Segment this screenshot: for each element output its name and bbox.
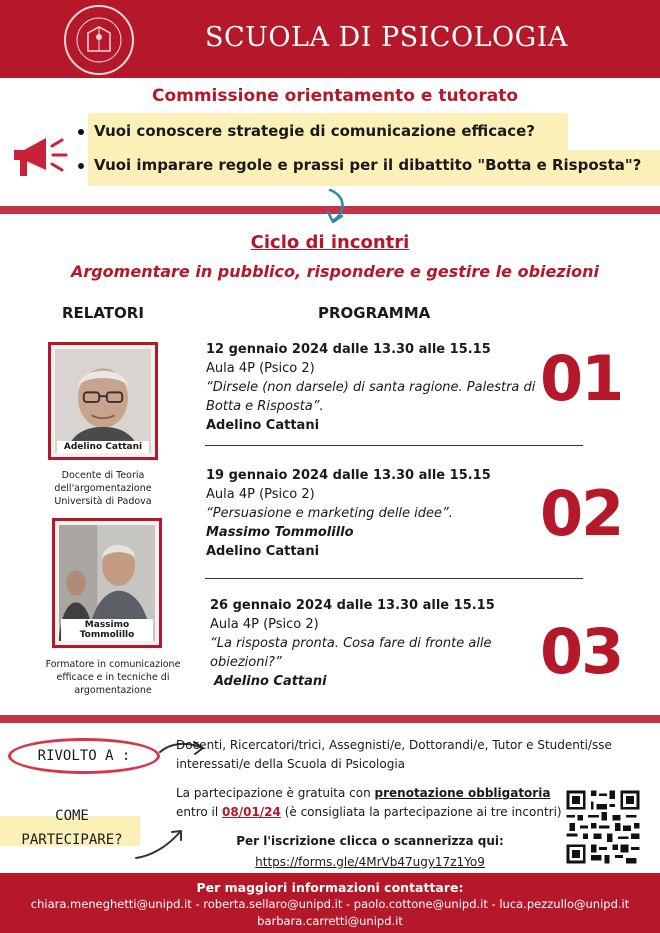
program-heading: PROGRAMMA	[318, 304, 431, 322]
university-seal-icon	[64, 5, 134, 75]
signup-prompt: Per l'iscrizione clicca o scannerizza qui:	[236, 834, 504, 848]
qr-code-icon[interactable]	[564, 788, 642, 866]
event-item	[206, 466, 546, 561]
event-room: Aula 4P (Psico 2)	[206, 361, 315, 376]
audience-label: RIVOLTO A :	[8, 738, 160, 774]
participation-label: COME PARTECIPARE?	[21, 808, 123, 848]
contact-emails-line[interactable]: chiara.meneghetti@unipd.it - roberta.sellaro@unipd.it - paolo.cottone@unipd.it - luca.pezzullo@unipd.it	[30, 897, 630, 911]
speakers-heading: RELATORI	[62, 304, 144, 322]
divider-line	[205, 445, 583, 446]
event-speaker: Adelino Cattani	[206, 418, 320, 433]
participation-text-part: entro il	[176, 805, 223, 819]
event-date: 19 gennaio 2024 dalle 13.30 alle 15.15	[206, 468, 491, 483]
signup-link[interactable]: https://forms.gle/4MrVb47ugy17z1Yo9	[255, 855, 485, 869]
event-room: Aula 4P (Psico 2)	[210, 617, 319, 632]
footer-bar	[0, 873, 660, 933]
event-number: 01	[540, 342, 623, 415]
event-room: Aula 4P (Psico 2)	[206, 487, 315, 502]
participation-text-part: (è consigliata la partecipazione ai tre incontri)	[280, 805, 562, 819]
speaker-name: Adelino Cattani	[57, 441, 149, 453]
event-title: “Dirsele (non darsele) di santa ragione. Palestra di Botta e Risposta”.	[206, 380, 536, 414]
speaker-name: Massimo Tommolillo	[61, 619, 153, 641]
cycle-subtitle: Argomentare in pubblico, rispondere e gestire le obiezioni	[70, 262, 600, 281]
event-speaker: Massimo Tommolillo	[206, 525, 354, 540]
event-item	[210, 596, 550, 691]
mandatory-booking: prenotazione obbligatoria	[374, 786, 551, 800]
header-bar	[0, 0, 660, 78]
event-date: 26 gennaio 2024 dalle 13.30 alle 15.15	[210, 598, 495, 613]
commission-title: Commissione orientamento e tutorato	[151, 86, 519, 106]
question-item	[78, 122, 535, 140]
booking-deadline: 08/01/24	[222, 805, 281, 819]
footer-title: Per maggiori informazioni contattare:	[196, 880, 464, 895]
audience-text: Docenti, Ricercatori/trici, Assegnisti/e, Dottorandi/e, Tutor e Studenti/sse interessati/e della Scuola di Psicologia	[176, 738, 612, 771]
event-speaker: Adelino Cattani	[206, 544, 320, 559]
event-number: 03	[540, 615, 623, 688]
question-text: Vuoi conoscere strategie di comunicazione efficace?	[94, 122, 535, 140]
event-date: 12 gennaio 2024 dalle 13.30 alle 15.15	[206, 342, 491, 357]
bullet-icon	[78, 129, 84, 135]
megaphone-icon	[6, 126, 72, 186]
speaker-bio: Docente di Teoria dell'argomentazione Università di Padova	[54, 470, 152, 507]
event-speaker: Adelino Cattani	[214, 674, 327, 689]
question-item	[78, 156, 641, 174]
event-number: 02	[540, 477, 623, 550]
participation-text	[176, 784, 566, 822]
event-item	[206, 340, 546, 435]
speaker-bio: Formatore in comunicazione efficace e in tecniche di argomentazione	[45, 659, 181, 696]
contact-emails-line[interactable]: barbara.carretti@unipd.it	[257, 914, 403, 928]
school-name: SCUOLA DI PSICOLOGIA	[205, 22, 568, 53]
arrow-down-icon	[320, 188, 350, 228]
participation-text-part: La partecipazione è gratuita con	[176, 786, 375, 800]
event-title: “La risposta pronta. Cosa fare di fronte alle obiezioni?”	[210, 636, 492, 670]
bullet-icon	[78, 163, 84, 169]
event-title: “Persuasione e marketing delle idee”.	[206, 506, 453, 521]
cycle-title: Ciclo di incontri	[250, 232, 410, 253]
contact-emails	[0, 896, 660, 930]
question-text: Vuoi imparare regole e prassi per il dibattito "Botta e Risposta"?	[94, 156, 642, 174]
speaker-photo-frame	[48, 342, 158, 460]
divider-band	[0, 715, 660, 723]
speaker-photo-frame	[52, 518, 162, 648]
speaker-photo	[55, 349, 151, 453]
divider-line	[205, 578, 583, 579]
